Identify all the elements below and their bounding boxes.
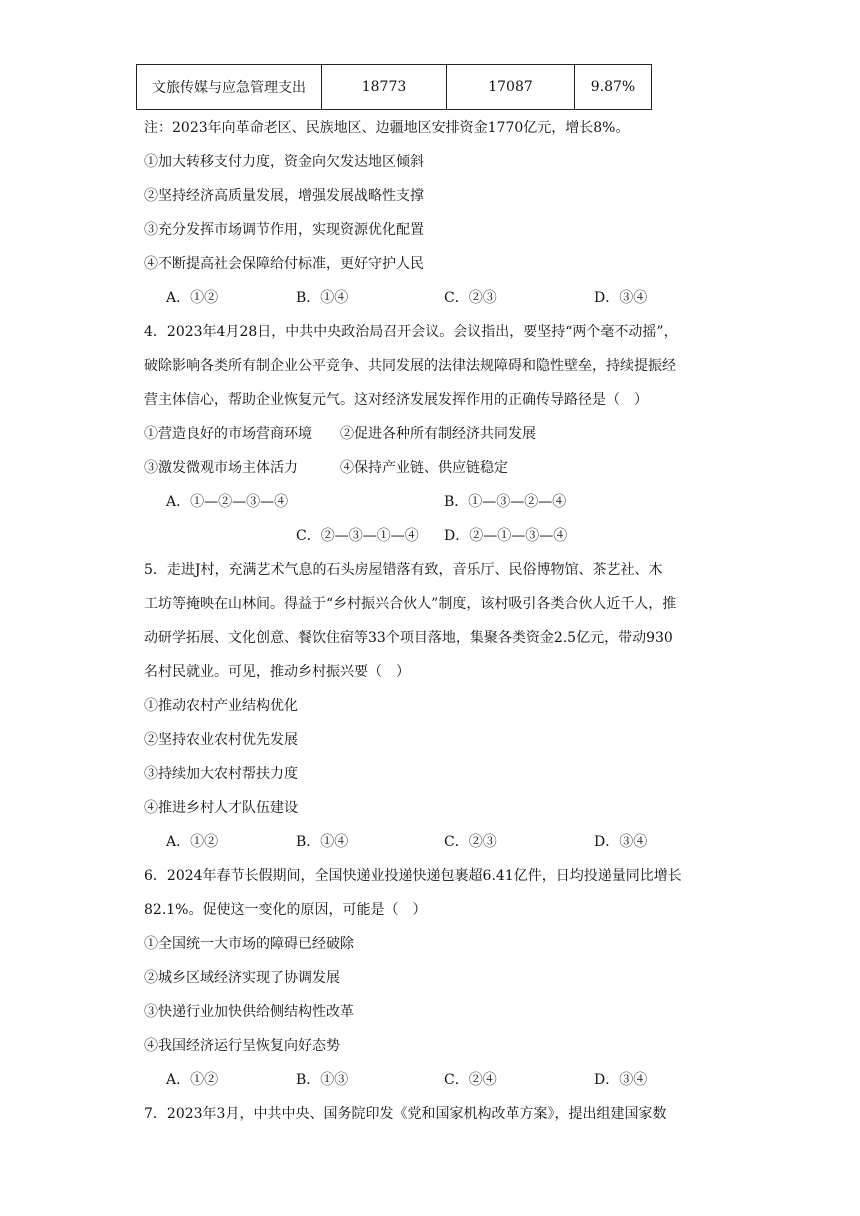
q5-item-1: ①推动农村产业结构优化 — [144, 698, 298, 714]
q6-stem-line-2: 82.1%。促使这一变化的原因，可能是（ ） — [144, 902, 427, 918]
table-cell-growth: 9.87% — [575, 65, 652, 110]
q4-items-row-2: ③激发微观市场主体活力 ④保持产业链、供应链稳定 — [144, 460, 508, 476]
q5-item-2: ②坚持农业农村优先发展 — [144, 732, 298, 748]
q3-option-c: C．②③ — [444, 290, 497, 306]
q5-stem-line-3: 动研学拓展、文化创意、餐饮住宿等33个项目落地，集聚各类资金2.5亿元，带动930 — [144, 630, 673, 646]
q3-option-a: A．①② — [166, 290, 219, 306]
q5-stem-line-4: 名村民就业。可见，推动乡村振兴要（ ） — [144, 664, 410, 680]
q6-item-1: ①全国统一大市场的障碍已经破除 — [144, 936, 354, 952]
q3-item-1: ①加大转移支付力度，资金向欠发达地区倾斜 — [144, 154, 424, 170]
q6-option-b: B．①③ — [296, 1072, 349, 1088]
q5-option-c: C．②③ — [444, 834, 497, 850]
table-row — [137, 65, 652, 110]
q3-item-3: ③充分发挥市场调节作用，实现资源优化配置 — [144, 222, 424, 238]
q4-option-c: C．②—③—①—④ — [296, 528, 419, 544]
q7-stem-line-1: 7．2023年3月，中共中央、国务院印发《党和国家机构改革方案》，提出组建国家数 — [144, 1106, 667, 1122]
q3-item-2: ②坚持经济高质量发展，增强发展战略性支撑 — [144, 188, 424, 204]
q4-stem-line-2: 破除影响各类所有制企业公平竞争、共同发展的法律法规障碍和隐性壁垒，持续提振经 — [144, 358, 676, 374]
q6-item-2: ②城乡区域经济实现了协调发展 — [144, 970, 340, 986]
q4-items-row-1: ①营造良好的市场营商环境 ②促进各种所有制经济共同发展 — [144, 426, 536, 442]
q5-option-a: A．①② — [166, 834, 219, 850]
q4-stem-line-3: 营主体信心，帮助企业恢复元气。这对经济发展发挥作用的正确传导路径是（ ） — [144, 392, 648, 408]
q6-stem-line-1: 6．2024年春节长假期间，全国快递业投递快递包裹超6.41亿件，日均投递量同比增长 — [144, 868, 682, 884]
q6-option-a: A．①② — [166, 1072, 219, 1088]
q4-option-a: A．①—②—③—④ — [166, 494, 289, 510]
q5-item-4: ④推进乡村人才队伍建设 — [144, 800, 298, 816]
q4-option-b: B．①—③—②—④ — [444, 494, 567, 510]
q6-option-d: D．③④ — [594, 1072, 648, 1088]
table-cell-2023: 18773 — [322, 65, 447, 110]
spending-table — [136, 64, 652, 110]
q6-item-4: ④我国经济运行呈恢复向好态势 — [144, 1038, 340, 1054]
table-cell-label: 文旅传媒与应急管理支出 — [137, 65, 322, 110]
q5-item-3: ③持续加大农村帮扶力度 — [144, 766, 298, 782]
q4-option-d: D．②—①—③—④ — [444, 528, 568, 544]
q6-option-c: C．②④ — [444, 1072, 497, 1088]
q5-option-d: D．③④ — [594, 834, 648, 850]
table-cell-2022: 17087 — [447, 65, 575, 110]
table-note: 注：2023年向革命老区、民族地区、边疆地区安排资金1770亿元，增长8%。 — [144, 120, 630, 136]
q3-item-4: ④不断提高社会保障给付标准，更好守护人民 — [144, 256, 424, 272]
q5-stem-line-2: 工坊等掩映在山林间。得益于“乡村振兴合伙人”制度，该村吸引各类合伙人近千人，推 — [144, 596, 677, 612]
q4-stem-line-1: 4．2023年4月28日，中共中央政治局召开会议。会议指出，要坚持“两个毫不动摇”， — [144, 324, 678, 340]
q3-option-d: D．③④ — [594, 290, 648, 306]
q5-option-b: B．①④ — [296, 834, 349, 850]
q6-item-3: ③快递行业加快供给侧结构性改革 — [144, 1004, 354, 1020]
q3-option-b: B．①④ — [296, 290, 349, 306]
q5-stem-line-1: 5．走进J村，充满艺术气息的石头房屋错落有致，音乐厅、民俗博物馆、茶艺社、木 — [144, 562, 663, 578]
